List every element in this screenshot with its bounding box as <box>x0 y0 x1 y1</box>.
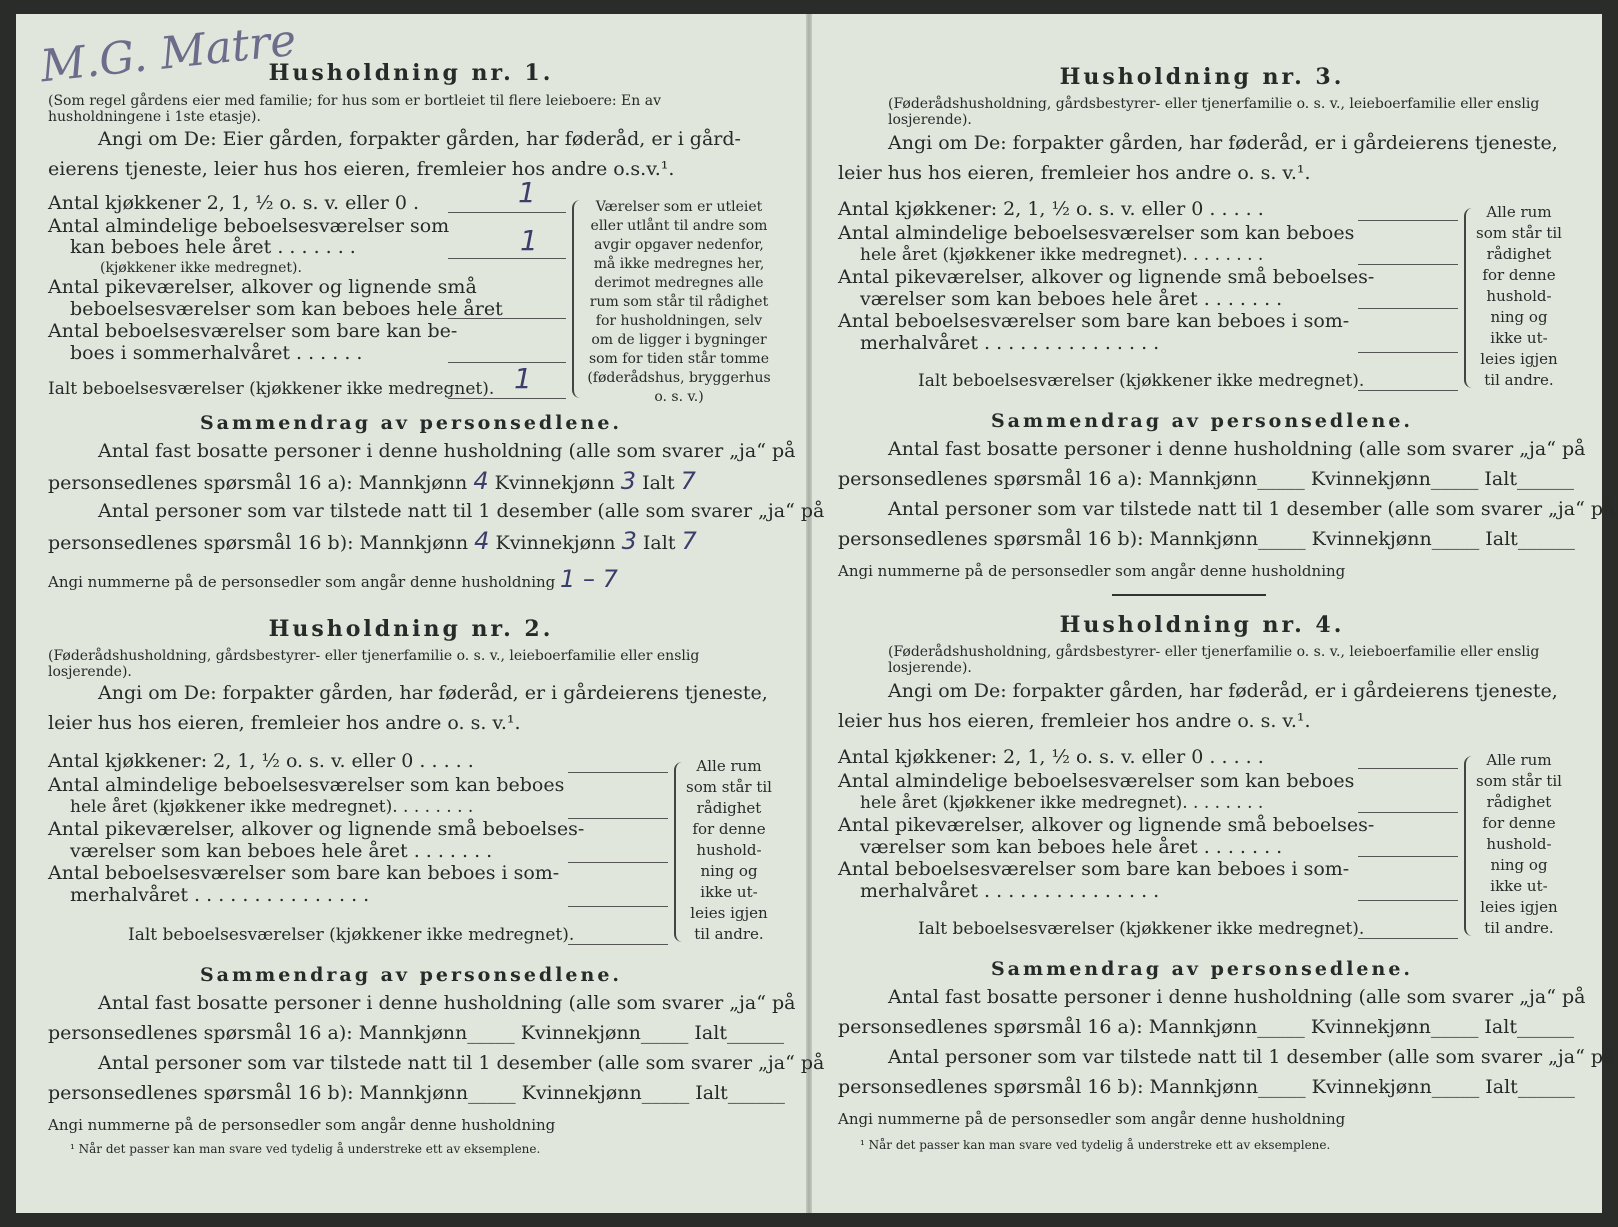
h4-s4-text: personsedlenes spørsmål 16 b): Mannkjønn <box>838 1076 1259 1098</box>
h2-row-ialt: Ialt beboelsesværelser (kjøkkener ikke medregnet). <box>128 925 575 945</box>
h1-title: Husholdning nr. 1. <box>268 60 554 86</box>
hw-h1-vaer: 1 <box>520 224 538 257</box>
h1-s4 <box>48 527 774 555</box>
h3-s4-kv: Kvinnekjønn <box>1311 528 1432 550</box>
right-page <box>838 0 1615 1227</box>
h1-line-5 <box>448 398 566 399</box>
h2-s2: personsedlenes spørsmål 16 a): Mannkjønn_____ Kvinnekjønn_____ Ialt______ <box>48 1022 784 1044</box>
h2-s2-kv: Kvinnekjønn <box>520 1022 641 1044</box>
h1-s4-text: personsedlenes spørsmål 16 b): Mannkjønn <box>48 532 469 554</box>
h1-nummer-text: Angi nummerne på de personsedler som angår denne husholdning <box>48 573 556 591</box>
h1-s2-ialt: Ialt <box>642 472 675 494</box>
h1-brace <box>572 200 582 398</box>
h4-line-4 <box>1358 900 1458 901</box>
h4-s4-kv: Kvinnekjønn <box>1311 1076 1432 1098</box>
h4-row-kjokken: Antal kjøkkener: 2, 1, ½ o. s. v. eller 0 . . . . . <box>838 746 1264 768</box>
h3-row-pike-a: Antal pikeværelser, alkover og lignende små beboelses- <box>838 266 1375 288</box>
h4-title: Husholdning nr. 4. <box>1059 612 1345 638</box>
h1-angi1: Angi om De: Eier gården, forpakter gården, har føderåd, er i gård- <box>98 128 741 150</box>
h2-nummer: Angi nummerne på de personsedler som angår denne husholdning <box>48 1116 556 1134</box>
h2-line-5 <box>568 944 668 945</box>
h2-s2-ialt: Ialt <box>694 1022 727 1044</box>
h3-s2-text: personsedlenes spørsmål 16 a): Mannkjønn <box>838 468 1258 490</box>
left-page <box>48 0 825 1227</box>
h2-footnote: ¹ Når det passer kan man svare ved tydelig å understreke ett av eksemplene. <box>70 1142 541 1156</box>
h1-bracket-note: Værelser som er utleiet eller utlånt til andre som avgir opgaver nedenfor, må ikke medregnes her, derimot medregnes alle rum som står til rådighet for husholdningen, selv om de ligger i bygninger som for tiden står tomme (føderådshus, bryggerhus o. s. v.) <box>587 199 771 405</box>
h3-line-4 <box>1358 352 1458 353</box>
h1-row-kjokken: Antal kjøkkener 2, 1, ½ o. s. v. eller 0 . <box>48 192 420 214</box>
h4-s2-ialt: Ialt <box>1484 1016 1517 1038</box>
h3-s3: Antal personer som var tilstede natt til 1 desember (alle som svarer „ja“ på <box>888 498 1615 520</box>
h1-row-pike-b: beboelsesværelser som kan beboes hele året <box>70 298 503 320</box>
h1-angi2: eierens tjeneste, leier hus hos eieren, fremleier hos andre o.s.v.¹. <box>48 158 675 180</box>
h1-row-sommer-a: Antal beboelsesværelser som bare kan be- <box>48 320 458 342</box>
h2-note: (Føderådshusholdning, gårdsbestyrer- eller tjenerfamilie o. s. v., leieboerfamilie eller enslig losjerende). <box>48 648 700 680</box>
h1-nummer <box>48 565 774 594</box>
h2-line-2 <box>568 818 668 819</box>
h3-note: (Føderådshusholdning, gårdsbestyrer- eller tjenerfamilie o. s. v., leieboerfamilie eller enslig losjerende). <box>888 96 1540 128</box>
h3-brace <box>1464 208 1474 388</box>
h2-row-sommer-a: Antal beboelsesværelser som bare kan beboes i som- <box>48 862 560 884</box>
h1-line-4 <box>448 362 566 363</box>
h4-line-1 <box>1358 768 1458 769</box>
h4-s2: personsedlenes spørsmål 16 a): Mannkjønn_____ Kvinnekjønn_____ Ialt______ <box>838 1016 1574 1038</box>
h4-brace <box>1464 756 1474 936</box>
h4-line-5 <box>1358 938 1458 939</box>
h2-row-pike-a: Antal pikeværelser, alkover og lignende små beboelses- <box>48 818 585 840</box>
h2-s4: personsedlenes spørsmål 16 b): Mannkjønn_____ Kvinnekjønn_____ Ialt______ <box>48 1082 785 1104</box>
h4-s2-kv: Kvinnekjønn <box>1310 1016 1431 1038</box>
h4-footnote: ¹ Når det passer kan man svare ved tydelig å understreke ett av eksemplene. <box>860 1138 1331 1152</box>
h3-row-sommer-a: Antal beboelsesværelser som bare kan beboes i som- <box>838 310 1350 332</box>
h3-row-pike-b: værelser som kan beboes hele året . . . . . . . <box>860 288 1283 310</box>
h3-nummer: Angi nummerne på de personsedler som angår denne husholdning <box>838 562 1346 580</box>
hw-h1-k1: 3 <box>620 467 637 495</box>
h2-s4-ialt: Ialt <box>695 1082 728 1104</box>
h4-angi1: Angi om De: forpakter gården, har føderåd, er i gårdeierens tjeneste, <box>888 680 1558 702</box>
hw-h1-i2: 7 <box>681 527 697 555</box>
h3-row-ialt: Ialt beboelsesværelser (kjøkkener ikke medregnet). <box>918 371 1365 391</box>
h1-row-vaer-a: Antal almindelige beboelsesværelser som <box>48 215 450 237</box>
h1-row-vaer-c: (kjøkkener ikke medregnet). <box>100 260 302 276</box>
h2-title: Husholdning nr. 2. <box>268 616 554 642</box>
h4-row-pike-b: værelser som kan beboes hele året . . . . . . . <box>860 836 1283 858</box>
h2-line-4 <box>568 906 668 907</box>
h1-s4-ialt: Ialt <box>642 532 676 554</box>
h1-line-1 <box>448 212 566 213</box>
h3-bracket-note: Alle rum som står til rådighet for denne hushold-ning og ikke ut-leies igjen til andre. <box>1476 203 1562 389</box>
h3-s2: personsedlenes spørsmål 16 a): Mannkjønn_____ Kvinnekjønn_____ Ialt______ <box>838 468 1574 490</box>
h2-row-kjokken: Antal kjøkkener: 2, 1, ½ o. s. v. eller 0 . . . . . <box>48 750 474 772</box>
h2-brace <box>674 762 684 942</box>
h2-angi1: Angi om De: forpakter gården, har føderåd, er i gårdeierens tjeneste, <box>98 682 768 704</box>
h4-s4-ialt: Ialt <box>1485 1076 1518 1098</box>
h2-row-vaer-a: Antal almindelige beboelsesværelser som kan beboes <box>48 774 565 796</box>
h4-s1: Antal fast bosatte personer i denne husholdning (alle som svarer „ja“ på <box>888 986 1586 1008</box>
page-fold <box>806 14 812 1213</box>
h4-row-sommer-b: merhalvåret . . . . . . . . . . . . . . . <box>860 880 1160 902</box>
h1-note: (Som regel gårdens eier med familie; for hus som er bortleiet til flere leieboere: En av husholdningene i 1ste etasje). <box>48 93 661 125</box>
h1-s1: Antal fast bosatte personer i denne husholdning (alle som svarer „ja“ på <box>98 440 796 462</box>
h1-s2 <box>48 467 774 495</box>
h4-line-2 <box>1358 812 1458 813</box>
h3-title: Husholdning nr. 3. <box>1059 64 1345 90</box>
h4-s3: Antal personer som var tilstede natt til 1 desember (alle som svarer „ja“ på <box>888 1046 1615 1068</box>
stamp-handwriting: M.G. Matre <box>38 14 299 93</box>
h4-bracket-note: Alle rum som står til rådighet for denne hushold-ning og ikke ut-leies igjen til andre. <box>1476 751 1562 937</box>
h3-line-1 <box>1358 220 1458 221</box>
h1-line-2 <box>448 258 566 259</box>
h3-row-sommer-b: merhalvåret . . . . . . . . . . . . . . . <box>860 332 1160 354</box>
hw-h1-ialt: 1 <box>514 362 532 395</box>
h2-s3: Antal personer som var tilstede natt til 1 desember (alle som svarer „ja“ på <box>98 1052 825 1074</box>
hw-h1-i1: 7 <box>680 467 696 495</box>
h3-row-vaer-a: Antal almindelige beboelsesværelser som kan beboes <box>838 222 1355 244</box>
h2-s4-kv: Kvinnekjønn <box>521 1082 642 1104</box>
h3-line-2 <box>1358 264 1458 265</box>
h2-row-pike-b: værelser som kan beboes hele året . . . . . . . <box>70 840 493 862</box>
hw-h1-num: 1 – 7 <box>560 565 618 593</box>
h4-s2-text: personsedlenes spørsmål 16 a): Mannkjønn <box>838 1016 1258 1038</box>
h1-row-vaer-b: kan beboes hele året . . . . . . . <box>70 236 356 258</box>
h4-row-vaer-b: hele året (kjøkkener ikke medregnet). . . . . . . . <box>860 793 1264 813</box>
h1-s3: Antal personer som var tilstede natt til 1 desember (alle som svarer „ja“ på <box>98 500 825 522</box>
h3-sum-title: Sammendrag av personsedlene. <box>990 410 1414 432</box>
h1-row-sommer-b: boes i sommerhalvåret . . . . . . <box>70 342 363 364</box>
h4-row-vaer-a: Antal almindelige beboelsesværelser som kan beboes <box>838 770 1355 792</box>
h3-s4-ialt: Ialt <box>1485 528 1518 550</box>
hw-h1-m2: 4 <box>474 527 490 555</box>
h3-s2-kv: Kvinnekjønn <box>1310 468 1431 490</box>
h1-s2-kv: Kvinnekjønn <box>494 472 615 494</box>
h4-angi2: leier hus hos eieren, fremleier hos andre o. s. v.¹. <box>838 710 1311 732</box>
h3-s1: Antal fast bosatte personer i denne husholdning (alle som svarer „ja“ på <box>888 438 1586 460</box>
h2-angi2: leier hus hos eieren, fremleier hos andre o. s. v.¹. <box>48 712 521 734</box>
h4-line-3 <box>1358 856 1458 857</box>
h3-s4-text: personsedlenes spørsmål 16 b): Mannkjønn <box>838 528 1259 550</box>
h2-bracket-note: Alle rum som står til rådighet for denne hushold-ning og ikke ut-leies igjen til andre. <box>686 757 772 943</box>
h4-row-ialt: Ialt beboelsesværelser (kjøkkener ikke medregnet). <box>918 919 1365 939</box>
h4-row-pike-a: Antal pikeværelser, alkover og lignende små beboelses- <box>838 814 1375 836</box>
h3-line-5 <box>1358 390 1458 391</box>
h1-line-3 <box>448 318 566 319</box>
h3-angi2: leier hus hos eieren, fremleier hos andre o. s. v.¹. <box>838 162 1311 184</box>
h3-s2-ialt: Ialt <box>1484 468 1517 490</box>
h4-sum-title: Sammendrag av personsedlene. <box>990 958 1414 980</box>
h2-s1: Antal fast bosatte personer i denne husholdning (alle som svarer „ja“ på <box>98 992 796 1014</box>
h3-s4: personsedlenes spørsmål 16 b): Mannkjønn_____ Kvinnekjønn_____ Ialt______ <box>838 528 1575 550</box>
h4-note: (Føderådshusholdning, gårdsbestyrer- eller tjenerfamilie o. s. v., leieboerfamilie eller enslig losjerende). <box>888 644 1540 676</box>
h2-row-sommer-b: merhalvåret . . . . . . . . . . . . . . . <box>70 884 370 906</box>
h1-s4-kv: Kvinnekjønn <box>495 532 616 554</box>
separator <box>1112 594 1266 596</box>
h1-sum-title: Sammendrag av personsedlene. <box>199 412 623 434</box>
h3-row-vaer-b: hele året (kjøkkener ikke medregnet). . . . . . . . <box>860 245 1264 265</box>
h1-row-pike-a: Antal pikeværelser, alkover og lignende små <box>48 276 477 298</box>
h3-angi1: Angi om De: forpakter gården, har føderåd, er i gårdeierens tjeneste, <box>888 132 1558 154</box>
h4-s4: personsedlenes spørsmål 16 b): Mannkjønn_____ Kvinnekjønn_____ Ialt______ <box>838 1076 1575 1098</box>
h4-row-sommer-a: Antal beboelsesværelser som bare kan beboes i som- <box>838 858 1350 880</box>
hw-h1-kjokken: 1 <box>518 176 536 209</box>
h3-row-kjokken: Antal kjøkkener: 2, 1, ½ o. s. v. eller 0 . . . . . <box>838 198 1264 220</box>
h4-nummer: Angi nummerne på de personsedler som angår denne husholdning <box>838 1110 1346 1128</box>
h2-sum-title: Sammendrag av personsedlene. <box>199 964 623 986</box>
h1-row-ialt: Ialt beboelsesværelser (kjøkkener ikke medregnet). <box>48 379 495 399</box>
h2-s4-text: personsedlenes spørsmål 16 b): Mannkjønn <box>48 1082 469 1104</box>
h3-line-3 <box>1358 308 1458 309</box>
h1-s2-text: personsedlenes spørsmål 16 a): Mannkjønn <box>48 472 468 494</box>
hw-h1-k2: 3 <box>621 527 637 555</box>
hw-h1-m1: 4 <box>473 467 489 495</box>
h2-line-1 <box>568 772 668 773</box>
h2-row-vaer-b: hele året (kjøkkener ikke medregnet). . . . . . . . <box>70 797 474 817</box>
h2-line-3 <box>568 862 668 863</box>
h2-s2-text: personsedlenes spørsmål 16 a): Mannkjønn <box>48 1022 468 1044</box>
